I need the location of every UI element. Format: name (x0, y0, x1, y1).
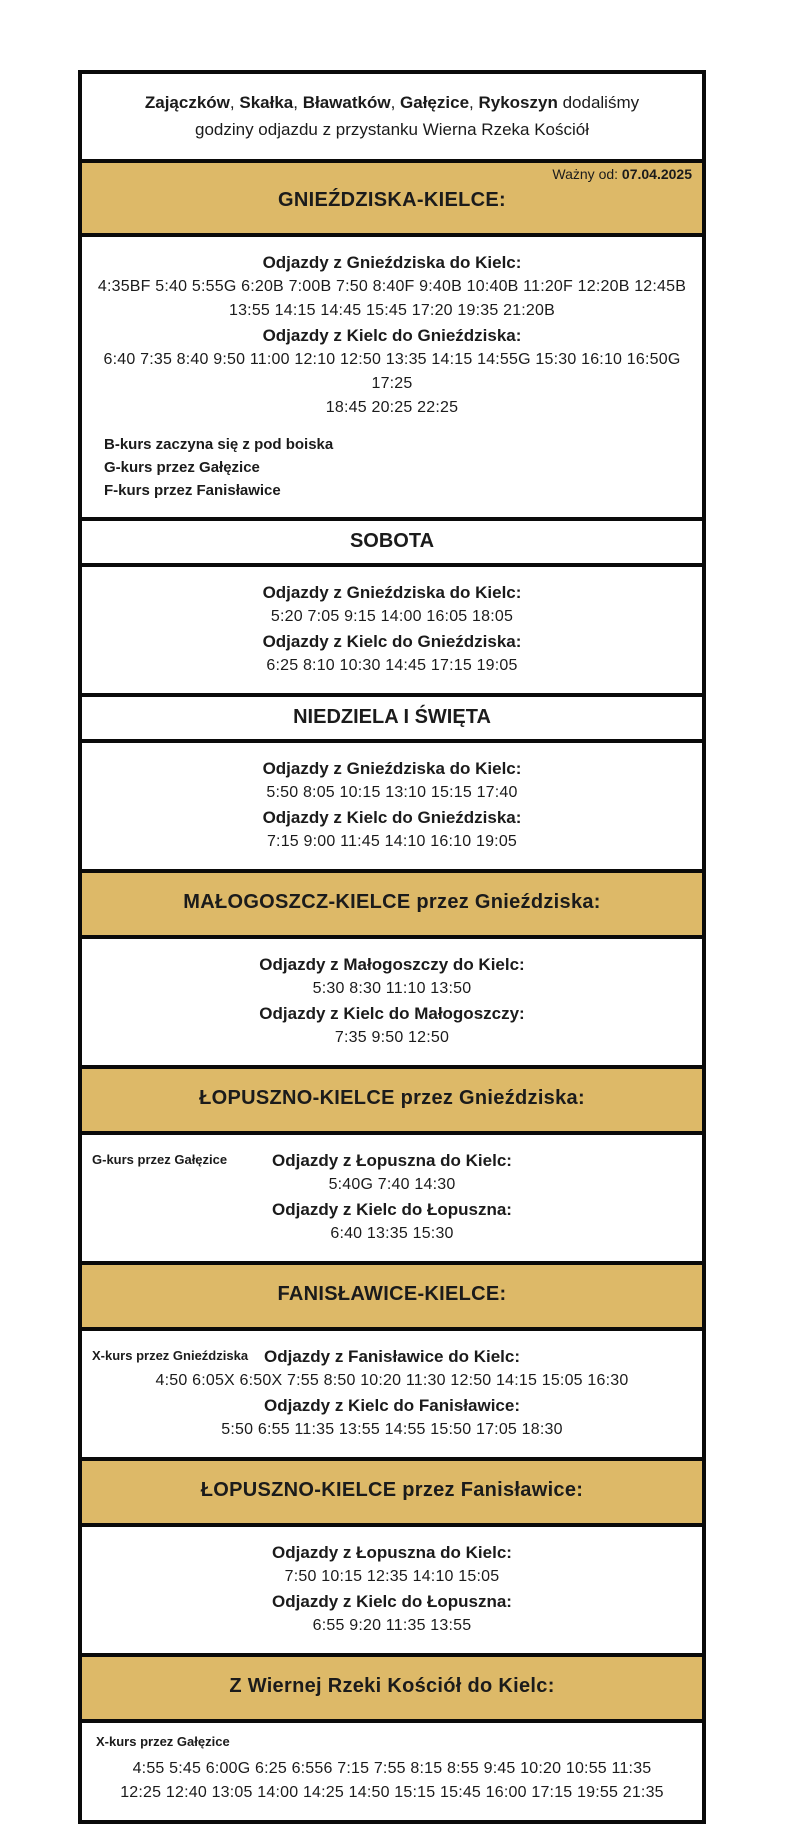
direction-heading: Odjazdy z Kielc do Gnieździska: (262, 632, 522, 651)
intro-town-name: Skałka (239, 93, 294, 112)
intro-town-name: Bławatków (302, 93, 391, 112)
intro-town-name: Zajączków (144, 93, 230, 112)
day-title: NIEDZIELA I ŚWIĘTA (293, 706, 491, 728)
direction-heading: Odjazdy z Małogoszczy do Kielc: (259, 955, 525, 974)
times-block (82, 563, 702, 693)
route-header (82, 1065, 702, 1131)
times-line: 12:25 12:40 13:05 14:00 14:25 14:50 15:15 15:45 16:00 17:15 19:55 21:35 (120, 1784, 664, 1801)
times-line: 4:50 6:05X 6:50X 7:55 8:50 10:20 11:30 12:50 14:15 15:05 16:30 (155, 1372, 629, 1389)
valid-from-date: 07.04.2025 (621, 166, 692, 182)
route-header (82, 1653, 702, 1719)
times-line: 6:40 13:35 15:30 (330, 1225, 454, 1242)
times-line: 6:25 8:10 10:30 14:45 17:15 19:05 (266, 657, 518, 674)
direction-heading: Odjazdy z Kielc do Małogoszczy: (259, 1004, 525, 1023)
times-block (82, 1523, 702, 1653)
route-title: ŁOPUSZNO-KIELCE przez Gnieździska: (199, 1086, 585, 1109)
times-block (82, 739, 702, 869)
direction-heading: Odjazdy z Łopuszna do Kielc: (272, 1543, 512, 1562)
times-line: 5:40G 7:40 14:30 (328, 1176, 456, 1193)
times-block (82, 1719, 702, 1820)
valid-from (552, 166, 692, 182)
intro-text: , (469, 93, 479, 112)
times-line: 5:20 7:05 9:15 14:00 16:05 18:05 (270, 608, 514, 625)
route-title: GNIEŹDZISKA-KIELCE: (278, 188, 506, 211)
intro-text: , (229, 93, 240, 112)
times-line: 5:50 6:55 11:35 13:55 14:55 15:50 17:05 18:30 (221, 1421, 563, 1438)
route-header (82, 1261, 702, 1327)
day-header (82, 693, 702, 739)
direction-heading: Odjazdy z Gnieździska do Kielc: (262, 253, 522, 272)
intro-text: , (293, 93, 303, 112)
route-title: FANISŁAWICE-KIELCE: (277, 1282, 507, 1305)
times-block (82, 935, 702, 1065)
intro-text: , (390, 93, 401, 112)
route-title: ŁOPUSZNO-KIELCE przez Fanisławice: (200, 1478, 584, 1501)
intro-town-name: Rykoszyn (478, 93, 558, 112)
legend-item: F-kurs przez Fanisławice (104, 482, 281, 499)
times-line: 18:45 20:25 22:25 (325, 399, 459, 416)
times-line: 4:35BF 5:40 5:55G 6:20B 7:00B 7:50 8:40F 9:40B 10:40B 11:20F 12:20B 12:45B (97, 278, 687, 295)
intro-note (82, 74, 702, 159)
times-line: 6:55 9:20 11:35 13:55 (312, 1617, 472, 1634)
day-header (82, 517, 702, 563)
legend (92, 433, 692, 502)
timetable-sheet (78, 70, 706, 1824)
route-header (82, 869, 702, 935)
times-block (82, 1327, 702, 1457)
valid-from-label: Ważny od: (552, 166, 622, 182)
direction-heading: Odjazdy z Łopuszna do Kielc: (272, 1151, 512, 1170)
route-title: Z Wiernej Rzeki Kościół do Kielc: (229, 1674, 555, 1697)
route-header (82, 159, 702, 233)
direction-heading: Odjazdy z Kielc do Gnieździska: (262, 808, 522, 827)
times-line: 4:55 5:45 6:00G 6:25 6:556 7:15 7:55 8:15 8:55 9:45 10:20 10:55 11:35 (132, 1760, 652, 1777)
direction-heading: Odjazdy z Kielc do Łopuszna: (272, 1592, 512, 1611)
times-line: 7:15 9:00 11:45 14:10 16:10 19:05 (266, 833, 518, 850)
intro-town-name: Gałęzice (400, 93, 470, 112)
times-line: 5:30 8:30 11:10 13:50 (312, 980, 472, 997)
direction-heading: Odjazdy z Gnieździska do Kielc: (262, 759, 522, 778)
times-line: 6:40 7:35 8:40 9:50 11:00 12:10 12:50 13:35 14:15 14:55G 15:30 16:10 16:50G 17:25 (103, 351, 681, 392)
intro-line-2: godziny odjazdu z przystanku Wierna Rzeka Kościół (194, 120, 590, 139)
side-note: X-kurs przez Gnieździska (92, 1348, 249, 1363)
times-line: 7:50 10:15 12:35 14:10 15:05 (284, 1568, 500, 1585)
times-line: 7:35 9:50 12:50 (334, 1029, 450, 1046)
times-block (82, 233, 702, 517)
route-title: MAŁOGOSZCZ-KIELCE przez Gnieździska: (183, 890, 601, 913)
route-header (82, 1457, 702, 1523)
direction-heading: Odjazdy z Kielc do Gnieździska: (262, 326, 522, 345)
times-block (82, 1131, 702, 1261)
side-note: G-kurs przez Gałęzice (92, 1152, 228, 1167)
timetable-sections (82, 159, 702, 1820)
times-line: 13:55 14:15 14:45 15:45 17:20 19:35 21:20B (228, 302, 556, 319)
direction-heading: Odjazdy z Gnieździska do Kielc: (262, 583, 522, 602)
direction-heading: Odjazdy z Fanisławice do Kielc: (263, 1347, 520, 1366)
day-title: SOBOTA (349, 530, 435, 552)
top-note: X-kurs przez Gałęzice (96, 1734, 230, 1749)
direction-heading: Odjazdy z Kielc do Łopuszna: (272, 1200, 512, 1219)
direction-heading: Odjazdy z Kielc do Fanisławice: (263, 1396, 520, 1415)
legend-item: G-kurs przez Gałęzice (104, 459, 260, 476)
intro-text: dodaliśmy (557, 93, 640, 112)
legend-item: B-kurs zaczyna się z pod boiska (104, 436, 334, 453)
times-line: 5:50 8:05 10:15 13:10 15:15 17:40 (266, 784, 518, 801)
intro-line-1 (108, 89, 676, 116)
